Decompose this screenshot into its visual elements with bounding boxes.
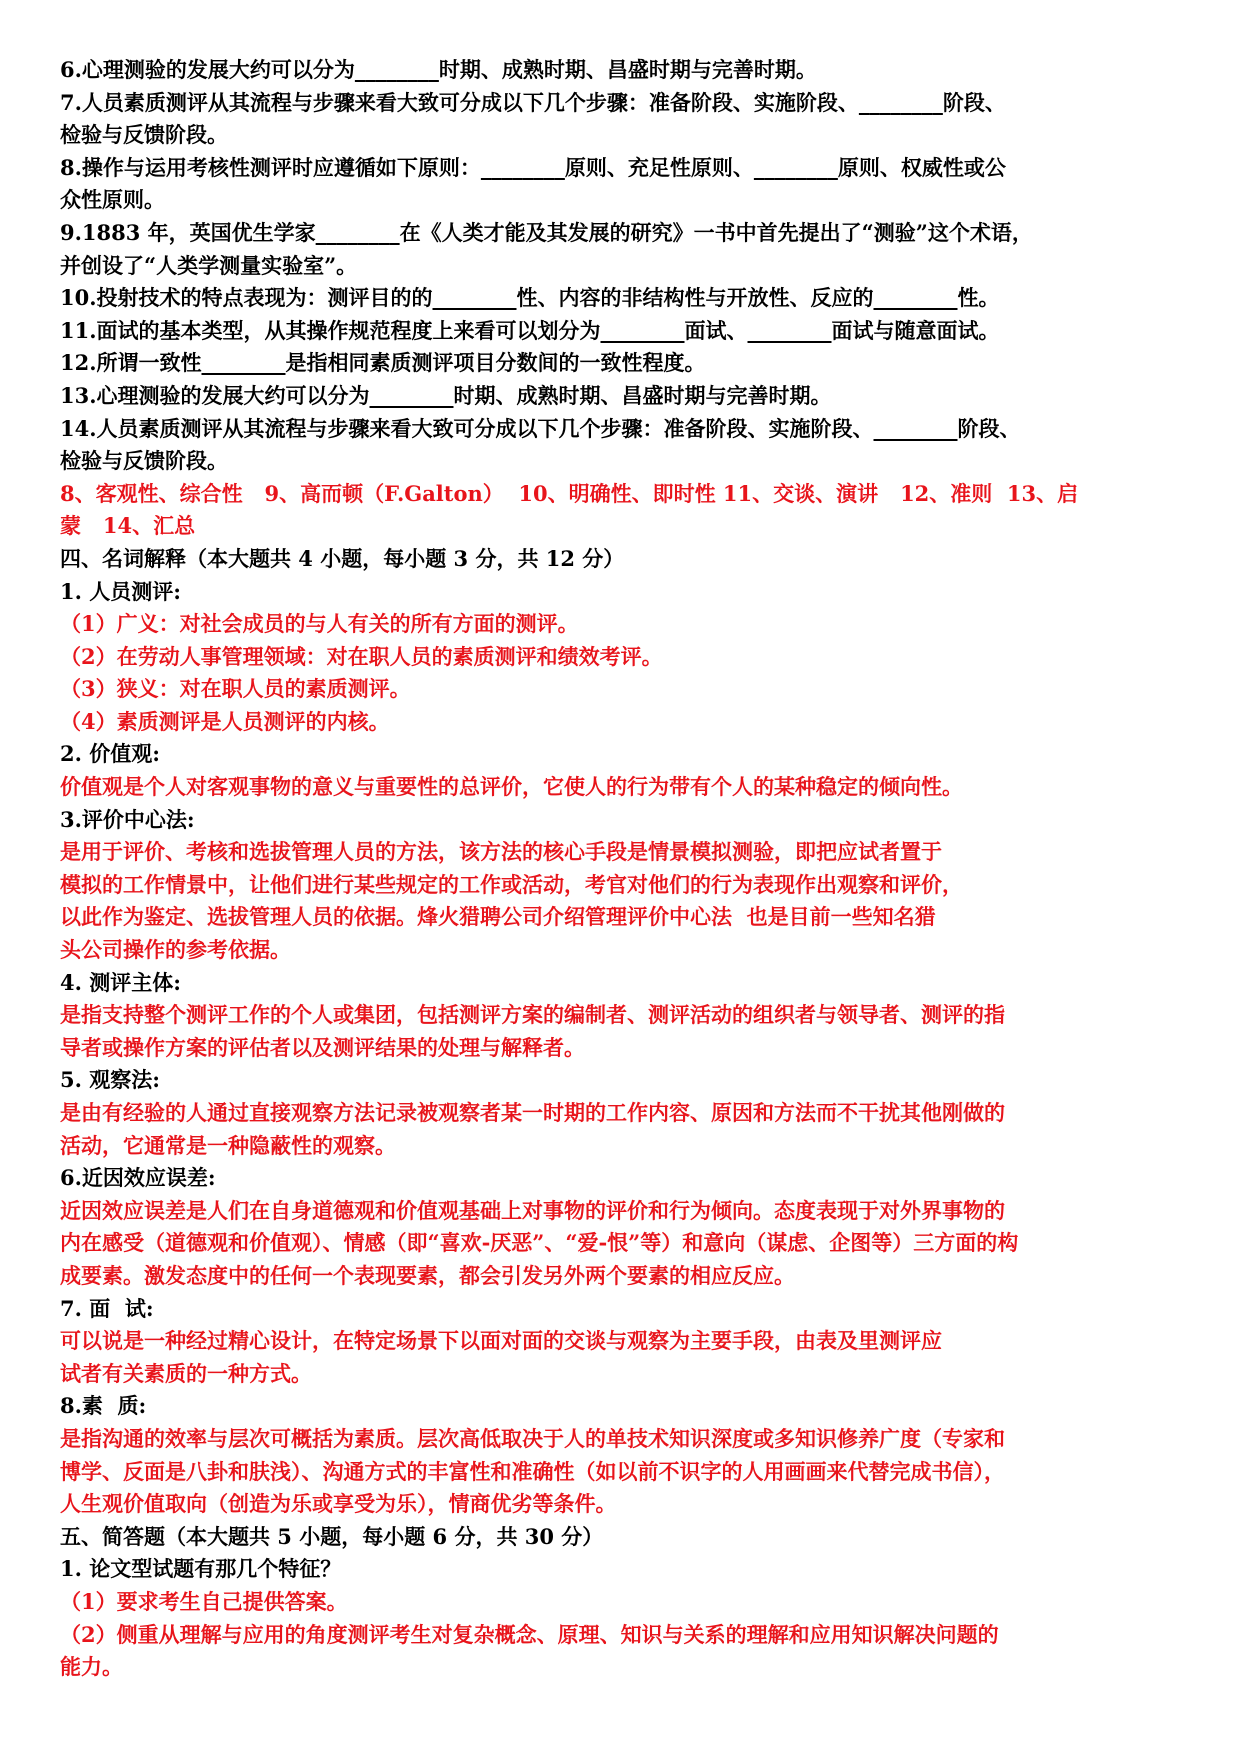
question-line: 检验与反馈阶段。: [60, 122, 228, 148]
answer-line: 试者有关素质的一种方式。: [60, 1360, 312, 1386]
answer-line: 是用于评价、考核和选拔管理人员的方法，该方法的核心手段是情景模拟测验，即把应试者置于: [60, 839, 942, 865]
answer-line: 内在感受（道德观和价值观）、情感（即“喜欢-厌恶”、“爱-恨”等）和意向（谋虑、企图等）三方面的构: [60, 1230, 1019, 1256]
answer-line: 是指支持整个测评工作的个人或集团，包括测评方案的编制者、测评活动的组织者与领导者、测评的指: [60, 1002, 1005, 1028]
question-line: 4. 测评主体:: [60, 969, 181, 995]
question-line: 四、名词解释（本大题共 4 小题，每小题 3 分，共 12 分）: [60, 545, 625, 571]
answer-line: 是指沟通的效率与层次可概括为素质。层次高低取决于人的单技术知识深度或多知识修养广度（专家和: [60, 1425, 1005, 1451]
question-line: 并创设了“人类学测量实验室”。: [60, 252, 358, 278]
answer-line: 人生观价值取向（创造为乐或享受为乐），情商优劣等条件。: [60, 1491, 617, 1517]
question-line: 12.所谓一致性________是指相同素质测评项目分数间的一致性程度。: [60, 350, 706, 376]
answer-line: 成要素。激发态度中的任何一个表现要素，都会引发另外两个要素的相应反应。: [60, 1262, 795, 1288]
question-line: 10.投射技术的特点表现为：测评目的的________性、内容的非结构性与开放性、反应的________性。: [60, 285, 1000, 311]
answer-line: （3）狭义：对在职人员的素质测评。: [60, 676, 411, 702]
answer-line: 模拟的工作情景中，让他们进行某些规定的工作或活动，考官对他们的行为表现作出观察和评价，: [60, 871, 963, 897]
question-line: 7. 面 试:: [60, 1295, 154, 1321]
answer-line: （1）要求考生自己提供答案。: [60, 1588, 348, 1614]
answer-line: （4）素质测评是人员测评的内核。: [60, 708, 390, 734]
answer-line: （2）在劳动人事管理领域：对在职人员的素质测评和绩效考评。: [60, 643, 663, 669]
question-line: 众性原则。: [60, 187, 165, 213]
answer-line: 蒙 14、汇总: [60, 513, 196, 539]
answer-line: 以此作为鉴定、选拔管理人员的依据。烽火猎聘公司介绍管理评价中心法 也是目前一些知名猎: [60, 904, 936, 930]
answer-line: 能力。: [60, 1654, 123, 1680]
document-page: [60, 54, 1180, 1684]
answer-line: 活动，它通常是一种隐蔽性的观察。: [60, 1132, 396, 1158]
answer-line: （2）侧重从理解与应用的角度测评考生对复杂概念、原理、知识与关系的理解和应用知识解决问题的: [60, 1621, 999, 1647]
question-line: 1. 论文型试题有那几个特征？: [60, 1556, 342, 1582]
answer-line: 是由有经验的人通过直接观察方法记录被观察者某一时期的工作内容、原因和方法而不干扰其他刚做的: [60, 1100, 1005, 1125]
question-line: 9.1883 年，英国优生学家________在《人类才能及其发展的研究》一书中首先提出了“测验”这个术语，: [60, 219, 1033, 245]
question-line: 检验与反馈阶段。: [60, 448, 228, 474]
question-line: 五、简答题（本大题共 5 小题，每小题 6 分，共 30 分）: [60, 1523, 604, 1549]
question-line: 14.人员素质测评从其流程与步骤来看大致可分成以下几个步骤：准备阶段、实施阶段、________阶段、: [60, 415, 1021, 441]
question-line: 13.心理测验的发展大约可以分为________时期、成熟时期、昌盛时期与完善时期。: [60, 382, 832, 408]
question-line: 6.心理测验的发展大约可以分为________时期、成熟时期、昌盛时期与完善时期。: [60, 57, 817, 82]
question-line: 8.操作与运用考核性测评时应遵循如下原则：________原则、充足性原则、________原则、权威性或公: [60, 154, 1006, 180]
answer-line: 导者或操作方案的评估者以及测评结果的处理与解释者。: [60, 1034, 585, 1060]
question-line: 6.近因效应误差:: [60, 1165, 216, 1191]
question-line: 11.面试的基本类型，从其操作规范程度上来看可以划分为________面试、________面试与随意面试。: [60, 317, 1000, 343]
answer-line: 博学、反面是八卦和肤浅）、沟通方式的丰富性和准确性（如以前不识字的人用画画来代替完成书信），: [60, 1458, 1005, 1484]
question-line: 8.素 质:: [60, 1393, 147, 1419]
answer-line: 近因效应误差是人们在自身道德观和价值观基础上对事物的评价和行为倾向。态度表现于对外界事物的: [60, 1197, 1005, 1223]
question-line: 3.评价中心法:: [60, 806, 195, 832]
answer-line: 头公司操作的参考依据。: [60, 937, 291, 963]
question-line: 1. 人员测评:: [60, 578, 181, 604]
answer-line: （1）广义：对社会成员的与人有关的所有方面的测评。: [60, 611, 579, 637]
answer-line: 8、客观性、综合性 9、高而顿（F.Galton） 10、明确性、即时性 11、交谈、演讲 12、准则 13、启: [60, 480, 1079, 506]
answer-line: 可以说是一种经过精心设计，在特定场景下以面对面的交谈与观察为主要手段，由表及里测评应: [60, 1328, 942, 1354]
question-line: 2. 价值观:: [60, 741, 160, 767]
question-line: 7.人员素质测评从其流程与步骤来看大致可分成以下几个步骤：准备阶段、实施阶段、________阶段、: [60, 89, 1006, 115]
answer-line: 价值观是个人对客观事物的意义与重要性的总评价，它使人的行为带有个人的某种稳定的倾向性。: [60, 774, 963, 800]
question-line: 5. 观察法:: [60, 1067, 160, 1093]
